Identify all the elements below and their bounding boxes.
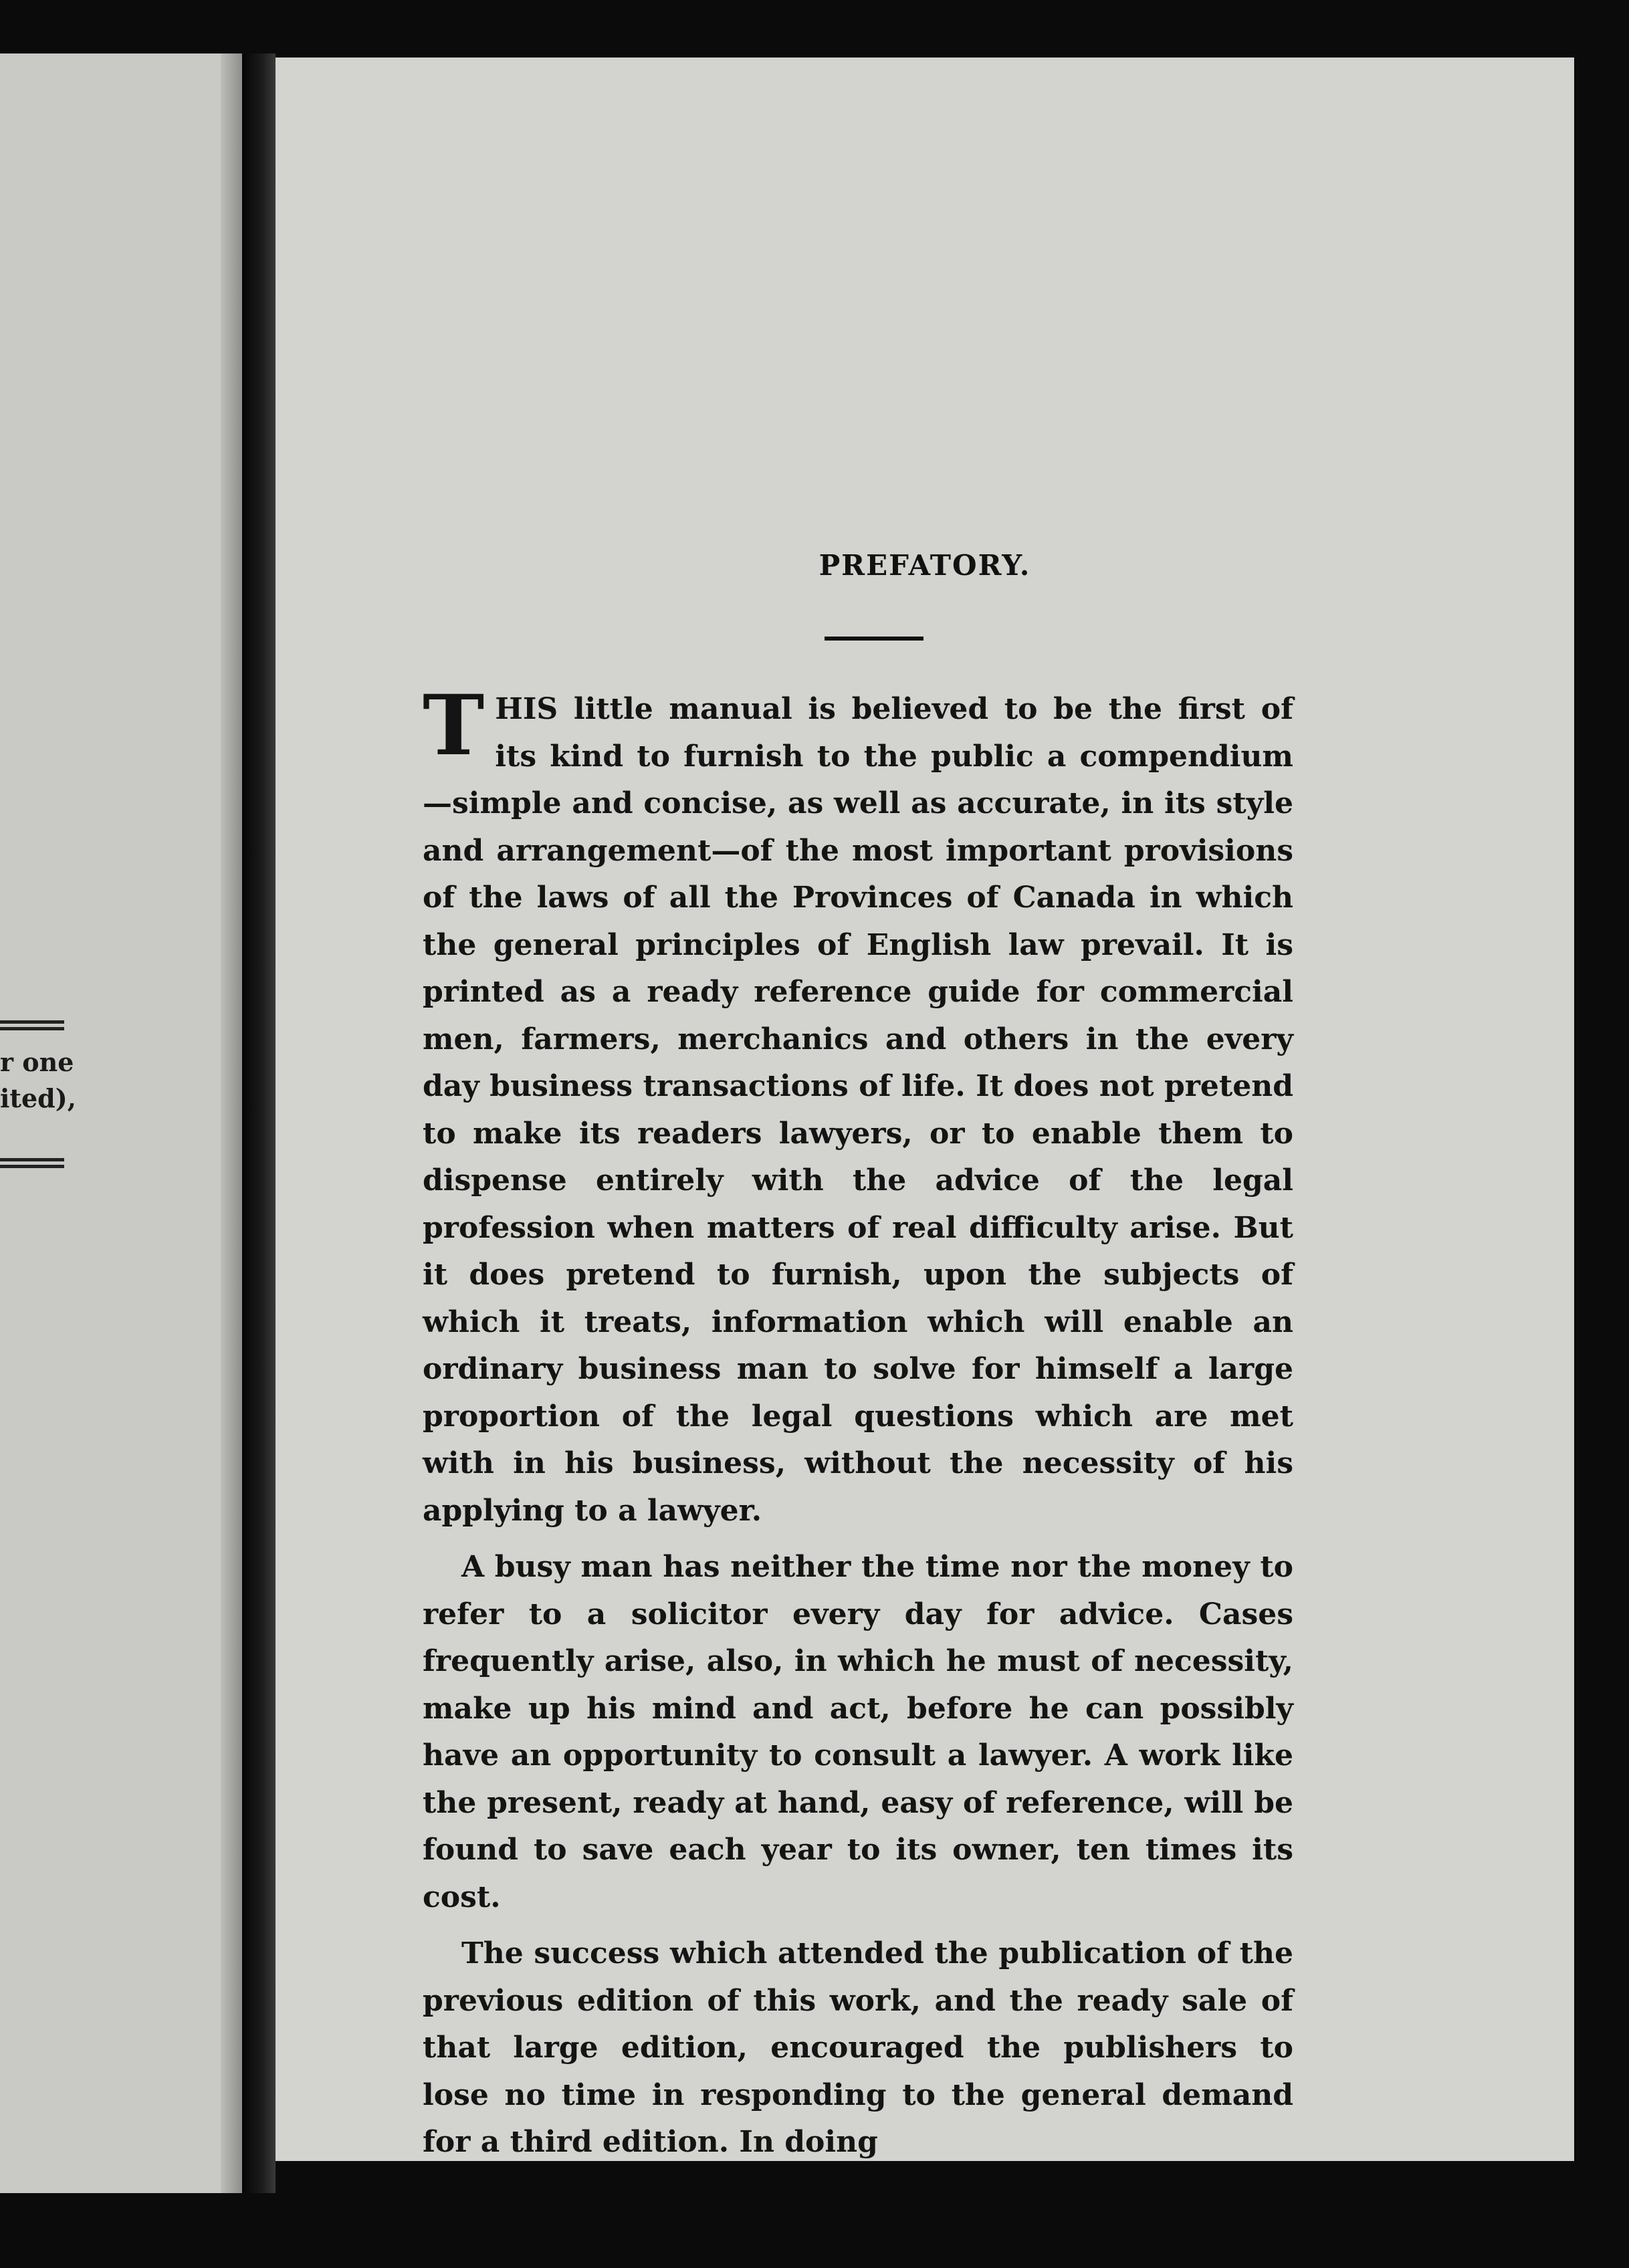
left-page-fragment: ited), bbox=[0, 1083, 76, 1113]
drop-cap: T bbox=[423, 677, 485, 774]
book-spine bbox=[242, 53, 276, 2193]
paragraph: A busy man has neither the time nor the money to refer to a solicitor every day for advice. Cases frequently arise, also, in which he must of necessity, make up his mind and act, before he can possibly have an opportunity to consult a lawyer. A work like the present, ready at hand, easy of reference, will be found to save each year to its owner, ten times its cost. bbox=[423, 1550, 1293, 1914]
paragraph bbox=[423, 677, 1293, 1535]
page-title: PREFATORY. bbox=[819, 549, 1031, 582]
paragraph: The success which attended the publication of the previous edition of this work, and the ready sale of that large edition, encouraged the publishers to lose no time in responding to the general demand for a third edition. In doing bbox=[423, 1936, 1293, 2159]
divider bbox=[0, 1158, 64, 1161]
title-rule bbox=[825, 637, 924, 641]
left-page-fragment: r one bbox=[0, 1047, 74, 1077]
divider bbox=[0, 1020, 64, 1024]
left-page bbox=[0, 53, 242, 2193]
page-gutter bbox=[221, 53, 242, 2193]
divider bbox=[0, 1027, 64, 1030]
divider bbox=[0, 1165, 64, 1168]
right-page bbox=[276, 58, 1574, 2161]
paragraph-text: HIS little manual is believed to be the first of its kind to furnish to the public a compendium—simple and concise, as well as accurate, in its style and arrangement—of the most important provisions of the laws of all the Provinces of Canada in which the general principles of English law prevail. It is printed as a ready reference guide for commercial men, farmers, merchanics and others in the every day business transactions of life. It does not pretend to make its readers lawyers, or to enable them to dispense entirely with the advice of the legal profession when matters of real difficulty arise. But it does pretend to furnish, upon the subjects of which it treats, information which will enable an ordinary business man to solve for himself a large proportion of the legal questions which are met with in his business, without the necessity of his applying to a lawyer. bbox=[423, 692, 1293, 1528]
body-text bbox=[423, 677, 1293, 2166]
